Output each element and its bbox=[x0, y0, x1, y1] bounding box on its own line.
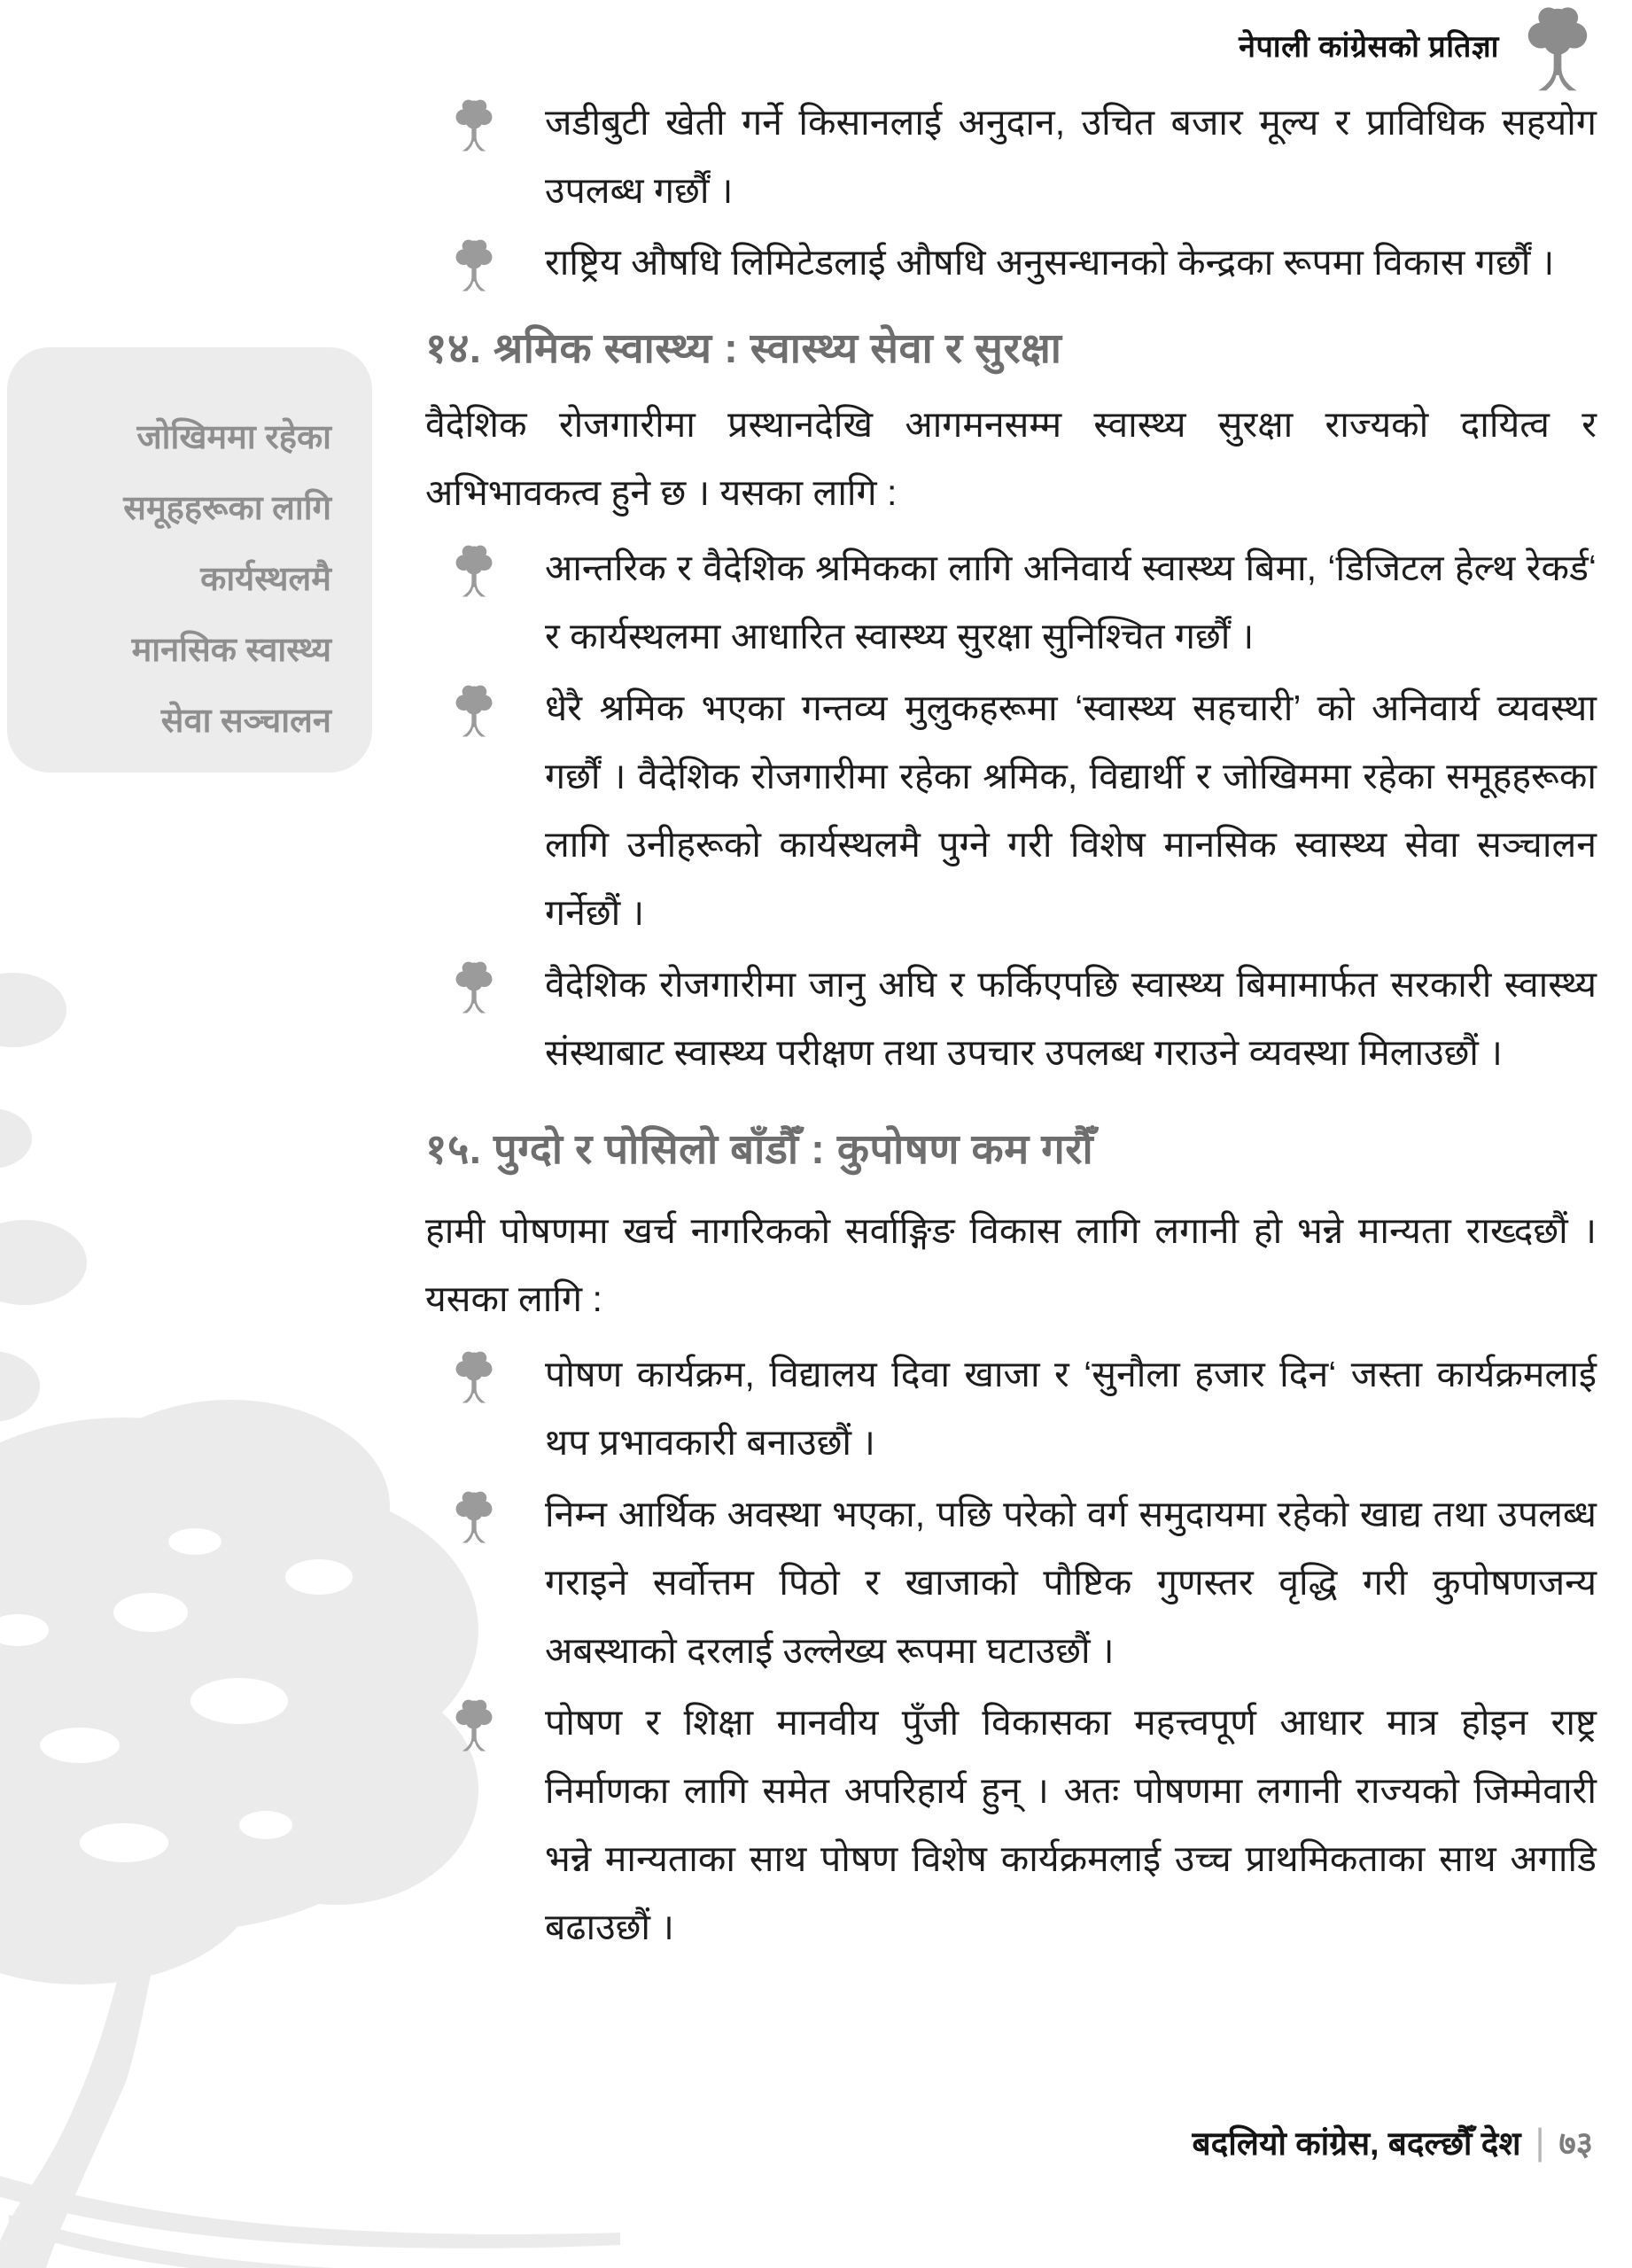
bullet-text: पोषण र शिक्षा मानवीय पुँजी विकासका महत्त्वपूर्ण आधार मात्र होइन राष्ट्र निर्माणका लागि समेत अपरिहार्य हुन् । अतः पोषणमा लगानी राज्यको जिम्मेवारी भन्ने मान्यताका साथ पोषण विशेष कार्यक्रमलाई उच्च प्राथमिकताका साथ अगाडि बढाउछौं । bbox=[545, 1702, 1597, 1947]
sidebar-callout bbox=[7, 347, 372, 773]
bullet-item bbox=[425, 1689, 1597, 1961]
sidebar-callout-line: समूहहरूका लागि bbox=[123, 490, 331, 527]
section-intro-14: वैदेशिक रोजगारीमा प्रस्थानदेखि आगमनसम्म स्वास्थ्य सुरक्षा राज्यको दायित्व र अभिभावकत्व हुने छ । यसका लागि : bbox=[425, 404, 1597, 513]
bullet-text: निम्न आर्थिक अवस्था भएका, पछि परेको वर्ग समुदायमा रहेको खाद्य तथा उपलब्ध गराइने सर्वोत्तम पिठो र खाजाको पौष्टिक गुणस्तर वृद्धि गरी कुपोषणजन्य अबस्थाको दरलाई उल्लेख्य रूपमा घटाउछौं । bbox=[545, 1494, 1597, 1671]
sidebar-callout-line: जोखिममा रहेका bbox=[136, 419, 331, 456]
bullet-item bbox=[425, 534, 1597, 671]
bullet-text: धेरै श्रमिक भएका गन्तव्य मुलुकहरूमा ‘स्वास्थ्य सहचारी’ को अनिवार्य व्यवस्था गर्छौं । वैदेशिक रोजगारीमा रहेका श्रमिक, विद्यार्थी र जोखिममा रहेका समूहहरूका लागि उनीहरूको कार्यस्थलमै पुग्ने गरी विशेष मानसिक स्वास्थ्य सेवा सञ्चालन गर्नेछौं । bbox=[545, 687, 1597, 933]
tree-bullet-icon bbox=[448, 1697, 500, 1754]
sidebar-callout-line: मानसिक स्वास्थ्य bbox=[131, 632, 331, 669]
page-footer bbox=[1193, 2119, 1594, 2164]
section-intro-15: हामी पोषणमा खर्च नागरिकको सर्वाङ्गिङ विकास लागि लगानी हो भन्ने मान्यता राख्दछौं । यसका लागि : bbox=[425, 1210, 1597, 1319]
section-heading-14: १४. श्रमिक स्वास्थ्य : स्वास्थ्य सेवा र सुरक्षा bbox=[425, 324, 1062, 371]
footer-separator: | bbox=[1535, 2120, 1545, 2163]
bullet-item bbox=[425, 89, 1597, 225]
tree-bullet-icon bbox=[448, 683, 500, 740]
main-content bbox=[425, 89, 1597, 1965]
section-heading-15: १५. पुग्दो र पोसिलो बाँडौँ : कुपोषण कम गरौँ bbox=[425, 1125, 1094, 1172]
bullet-text: वैदेशिक रोजगारीमा जानु अघि र फर्किएपछि स्वास्थ्य बिमामार्फत सरकारी स्वास्थ्य संस्थाबाट स्वास्थ्य परीक्षण तथा उपचार उपलब्ध गराउने व्यवस्था मिलाउछौं । bbox=[545, 964, 1597, 1073]
page-number: ७३ bbox=[1558, 2125, 1593, 2162]
tree-bullet-icon bbox=[448, 959, 500, 1016]
tree-bullet-icon bbox=[448, 1489, 500, 1546]
tree-bullet-icon bbox=[448, 543, 500, 600]
bullet-item bbox=[425, 229, 1597, 297]
bullet-text: राष्ट्रिय औषधि लिमिटेडलाई औषधि अनुसन्धानको केन्द्रका रूपमा विकास गर्छौं । bbox=[545, 242, 1555, 283]
bullet-text: पोषण कार्यक्रम, विद्यालय दिवा खाजा र ‘सुनौला हजार दिन‘ जस्ता कार्यक्रमलाई थप प्रभावकारी बनाउछौं । bbox=[545, 1354, 1597, 1463]
tree-bullet-icon bbox=[448, 97, 500, 154]
bullet-item bbox=[425, 1480, 1597, 1685]
page-header-title: नेपाली कांग्रेसको प्रतिज्ञा bbox=[1239, 30, 1499, 64]
bullet-text: जडीबुटी खेती गर्ने किसानलाई अनुदान, उचित बजार मूल्य र प्राविधिक सहयोग उपलब्ध गर्छौं । bbox=[545, 102, 1597, 211]
tree-bullet-icon bbox=[448, 1349, 500, 1406]
footer-slogan: बदलियो कांग्रेस, बदल्छौँ देश bbox=[1192, 2125, 1521, 2162]
bullet-item bbox=[425, 674, 1597, 947]
bullet-text: आन्तरिक र वैदेशिक श्रमिकका लागि अनिवार्य स्वास्थ्य बिमा, ‘डिजिटल हेल्थ रेकर्ड‘ र कार्यस्थलमा आधारित स्वास्थ्य सुरक्षा सुनिश्चित गर्छौं । bbox=[545, 548, 1597, 656]
bullet-item bbox=[425, 951, 1597, 1087]
sidebar-callout-line: कार्यस्थलमै bbox=[200, 561, 331, 598]
page-header bbox=[1239, 4, 1600, 96]
bullet-item bbox=[425, 1340, 1597, 1477]
sidebar-callout-line: सेवा सञ्चालन bbox=[160, 703, 331, 740]
tree-bullet-icon bbox=[448, 237, 500, 294]
congress-tree-logo-icon bbox=[1515, 4, 1600, 96]
